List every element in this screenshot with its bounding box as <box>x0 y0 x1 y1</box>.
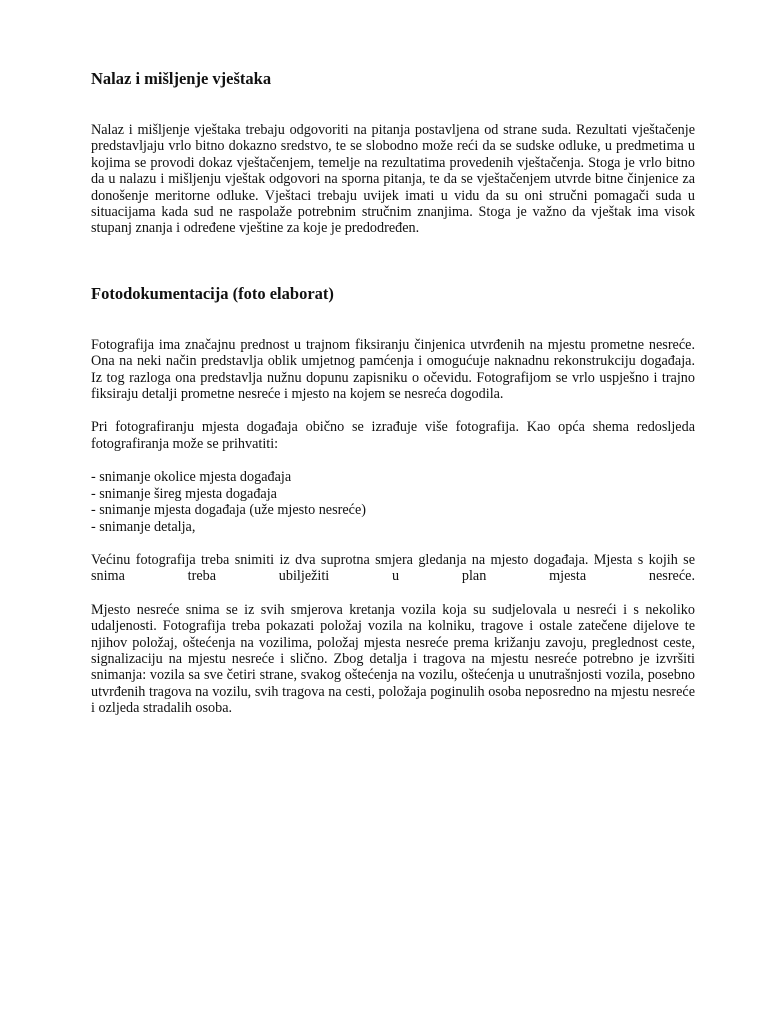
paragraph-fotografiranje-shema: Pri fotografiranju mjesta događaja obično se izrađuje više fotografija. Kao opća shema redosljeda fotografiranja može se prihvatiti: <box>91 419 695 452</box>
paragraph-smjerovi-snimanja: Većinu fotografija treba snimiti iz dva suprotna smjera gledanja na mjesto događaja. Mjesta s kojih se snima treba ubilježiti u plan mjesta nesreće. <box>91 551 695 585</box>
paragraph-fotografija-prednost: Fotografija ima značajnu prednost u trajnom fiksiranju činjenica utvrđenih na mjestu prometne nesreće. Ona na neki način predstavlja oblik umjetnog pamćenja i omogućuje naknadnu rekonstrukciju događaja. Iz tog razloga ona predstavlja nužnu dopunu zapisniku o očevidu. Fotografijom se vrlo uspješno i trajno fiksiraju detalji prometne nesreće i mjesto na kojem se nesreća dogodila. <box>91 336 695 403</box>
list-item: - snimanje okolice mjesta događaja <box>91 469 292 486</box>
heading-fotodokumentacija: Fotodokumentacija (foto elaborat) <box>91 283 334 303</box>
document-body <box>91 68 695 717</box>
photo-sequence-list <box>91 469 695 535</box>
list-item: - snimanje mjesta događaja (uže mjesto nesreće) <box>91 502 366 519</box>
paragraph-nalaz: Nalaz i mišljenje vještaka trebaju odgovoriti na pitanja postavljena od strane suda. Rezultati vještačenje predstavljaju vrlo bitno dokazno sredstvo, te se slobodno može reći da se sudske odluke, u predmetima u kojima se provodi dokaz vještačenjem, temelje na rezultatima provedenih vještačenja. Stoga je vrlo bitno da u nalazu i mišljenju vještak odgovori na sporna pitanja, te da se vještačenjem utvrde bitne činjenice za donošenje meritorne odluke. Vještaci trebaju uvijek imati u vidu da su oni stručni pomagači suda u situacijama kada sud ne raspolaže potrebnim stručnim znanjima. Stoga je važno da vještak ima visok stupanj znanja i određene vještine za koje je predodređen. <box>91 122 695 237</box>
paragraph-mjesto-nesrece: Mjesto nesreće snima se iz svih smjerova kretanja vozila koja su sudjelovala u nesreći i s nekoliko udaljenosti. Fotografija treba pokazati položaj vozila na kolniku, tragove i ostale zatečene dijelove te njihov položaj, oštećenja na vozilima, položaj mjesta nesreće prema križanju zavoju, preglednost ceste, signalizaciju na mjestu nesreće i slično. Zbog detalja i tragova na mjestu nesreće potrebno je izvršiti snimanja: vozila sa sve četiri strane, svakog oštećenja na vozilu, oštećenja u unutrašnjosti vozila, posebno utvrđenih tragova na vozilu, svih tragova na cesti, položaja poginulih osoba neposredno na mjestu nesreće i ozljeda stradalih osoba. <box>91 601 695 717</box>
list-item: - snimanje detalja, <box>91 518 196 535</box>
list-item: - snimanje šireg mjesta događaja <box>91 485 277 502</box>
heading-nalaz-i-misljenje: Nalaz i mišljenje vještaka <box>91 69 272 88</box>
